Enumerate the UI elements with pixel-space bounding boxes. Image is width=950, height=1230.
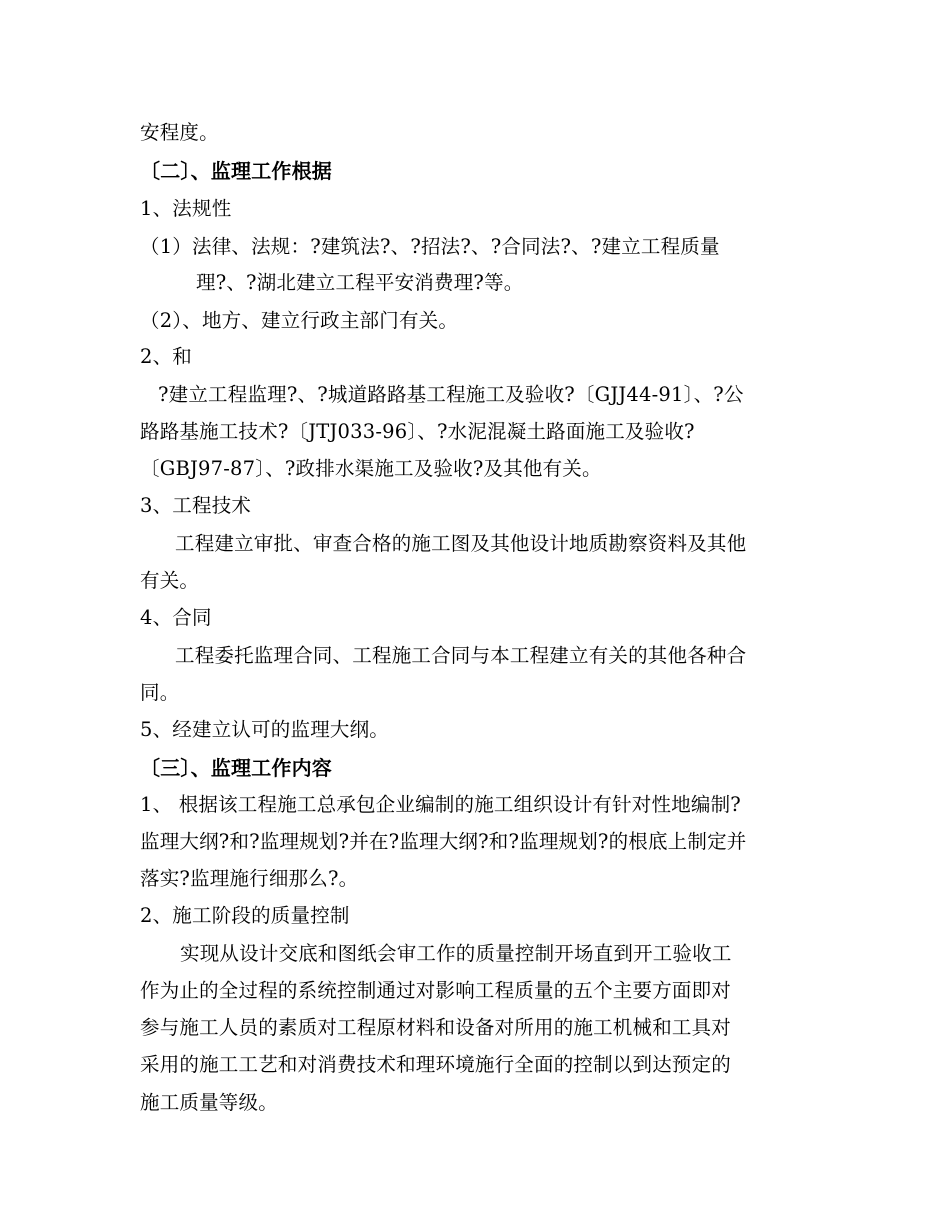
text-line: 1、法规性 [140,197,232,220]
text-line: 作为止的全过程的系统控制通过对影响工程质量的五个主要方面即对 [140,979,732,1002]
text-line: 工程建立审批、审查合格的施工图及其他设计地质勘察资料及其他 [175,532,747,555]
text-line: 参与施工人员的素质对工程原材料和设备对所用的施工机械和工具对 [140,1016,732,1039]
text-line: 〔GBJ97-87〕、?政排水渠施工及验收?及其他有关。 [140,457,602,480]
text-line: 2、施工阶段的质量控制 [140,904,350,927]
text-line: 实现从设计交底和图纸会审工作的质量控制开场直到开工验收工 [180,942,732,965]
text-line: 路路基施工技术?〔JTJ033-96〕、?水泥混凝土路面施工及验收? [140,420,695,443]
section-heading: 〔三〕、监理工作内容 [140,756,332,780]
text-line: 工程委托监理合同、工程施工合同与本工程建立有关的其他各种合 [175,644,747,667]
text-line: 落实?监理施行细那么?。 [140,867,359,890]
text-line: 有关。 [140,569,200,592]
text-line: 5、经建立认可的监理大纲。 [140,718,390,741]
text-line: 2、和 [140,345,193,368]
text-line: 4、合同 [140,606,212,629]
text-line: （2）、地方、建立行政主部门有关。 [140,309,459,332]
text-line: （1）法律、法规：?建筑法?、?招法?、?合同法?、?建立工程质量 [140,235,720,258]
text-line: 监理大纲?和?监理规划?并在?监理大纲?和?监理规划?的根底上制定并 [140,830,747,853]
text-line: 理?、?湖北建立工程平安消费理?等。 [196,271,524,294]
text-line: 施工质量等级。 [140,1091,278,1114]
text-line: 同。 [140,681,180,704]
text-line: 3、工程技术 [140,494,252,517]
text-line: ?建立工程监理?、?城道路路基工程施工及验收?〔GJJ44-91〕、?公 [158,383,744,406]
section-heading: 〔二〕、监理工作根据 [140,159,332,183]
text-line: 1、 根据该工程施工总承包企业编制的施工组织设计有针对性地编制? [140,793,741,816]
text-line: 采用的施工工艺和对消费技术和理环境施行全面的控制以到达预定的 [140,1053,732,1076]
text-line: 安程度。 [140,121,219,144]
